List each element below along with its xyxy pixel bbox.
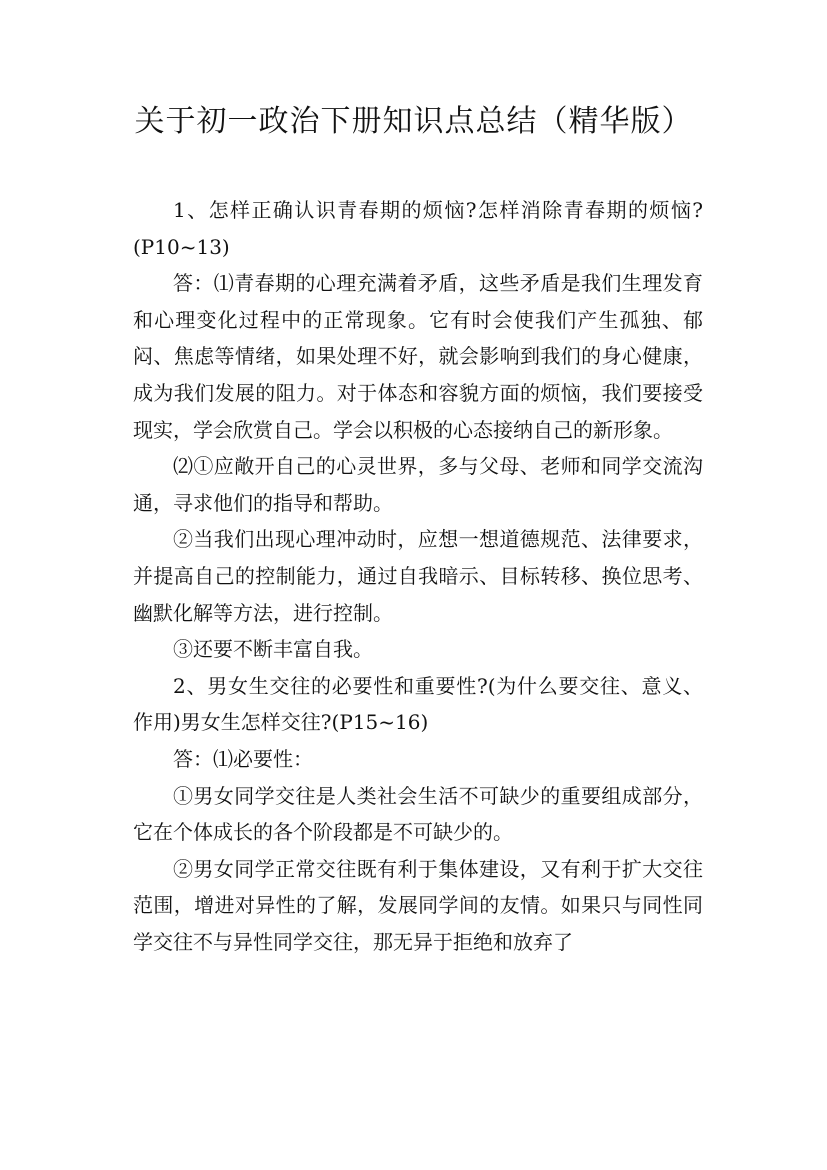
- paragraph-answer-1-point-3: ③还要不断丰富自我。: [173, 637, 373, 662]
- paragraph-answer-1-point-2: ②当我们出现心理冲动时，应想一想道德规范、法律要求，并提高自己的控制能力，通过自我暗示、目标转移、换位思考、幽默化解等方法，进行控制。: [133, 527, 703, 625]
- paragraph-answer-1-point-1: ⑵①应敞开自己的心灵世界，多与父母、老师和同学交流沟通，寻求他们的指导和帮助。: [133, 454, 703, 515]
- paragraph-answer-1-part-1: 答：⑴青春期的心理充满着矛盾，这些矛盾是我们生理发育和心理变化过程中的正常现象。它有时会使我们产生孤独、郁闷、焦虑等情绪，如果处理不好，就会影响到我们的身心健康，成为我们发展的阻力。对于体态和容貌方面的烦恼，我们要接受现实，学会欣赏自己。学会以积极的心态接纳自己的新形象。: [133, 271, 703, 442]
- paragraph-question-2: 2、男女生交往的必要性和重要性?(为什么要交往、意义、作用)男女生怎样交往?(P15~16): [133, 673, 703, 735]
- document-body: [133, 192, 703, 960]
- paragraph-answer-2-point-2: ②男女同学正常交往既有利于集体建设，又有利于扩大交往范围，增进对异性的了解，发展同学间的友情。如果只与同性同学交往不与异性同学交往，那无异于拒绝和放弃了: [133, 856, 703, 954]
- paragraph-answer-2-heading: 答：⑴必要性：: [173, 746, 313, 771]
- paragraph-question-1: 1、怎样正确认识青春期的烦恼?怎样消除青春期的烦恼?(P10~13): [133, 198, 703, 259]
- document-title: 关于初一政治下册知识点总结（精华版）: [134, 104, 693, 139]
- paragraph-answer-2-point-1: ①男女同学交往是人类社会生活不可缺少的重要组成部分，它在个体成长的各个阶段都是不可缺少的。: [133, 783, 703, 845]
